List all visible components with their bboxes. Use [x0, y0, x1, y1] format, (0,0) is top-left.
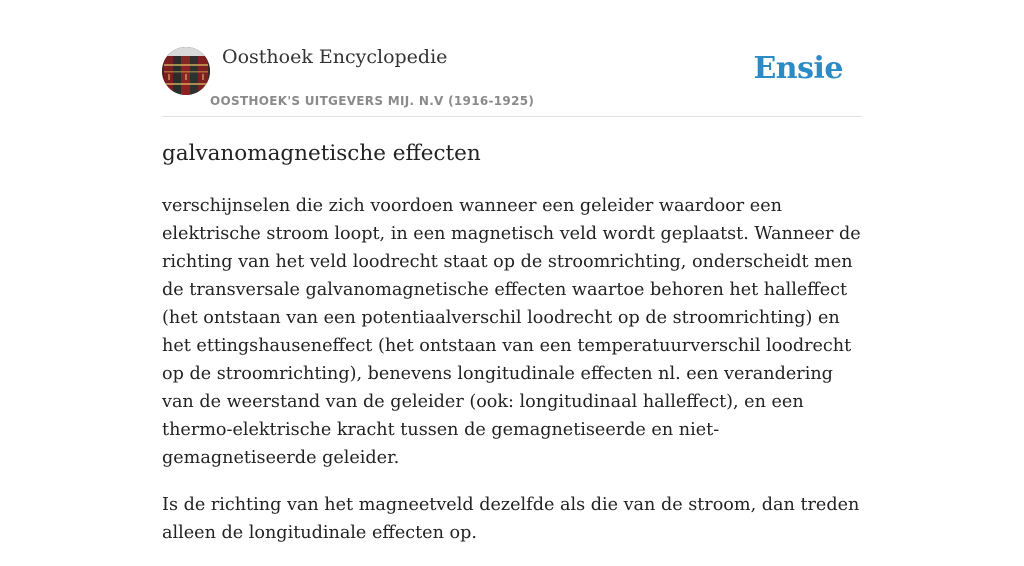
article-body — [162, 192, 866, 566]
article-paragraph: verschijnselen die zich voordoen wanneer een geleider waardoor een elektrische stroom loopt, in een magnetisch veld wordt geplaatst. Wanneer de richting van het veld loodrecht staat op de stroomrichting, onderscheidt men de transversale galvanomagnetische effecten waartoe behoren het halleffect (het ontstaan van een potentiaalverschil loodrecht op de stroomrichting) en het ettingshauseneffect (het ontstaan van een temperatuurverschil loodrecht op de stroomrichting), benevens longitudinale effecten nl. een verandering van de weerstand van de geleider (ook: longitudinaal halleffect), en een thermo-elektrische kracht tussen de gemagnetiseerde en niet-gemagnetiseerde geleider. — [162, 196, 861, 468]
source-header — [162, 0, 862, 117]
page-container — [162, 0, 862, 543]
publisher-label: OOSTHOEK'S UITGEVERS MIJ. N.V (1916-1925) — [210, 94, 535, 108]
book-spines-avatar-icon[interactable] — [162, 47, 210, 95]
article-title: galvanomagnetische effecten — [162, 141, 481, 166]
source-name-link[interactable]: Oosthoek Encyclopedie — [222, 46, 448, 68]
ensie-logo[interactable]: Ensie — [753, 51, 843, 86]
article-paragraph: Is de richting van het magneetveld dezelfde als die van de stroom, dan treden alleen de longitudinale effecten op. — [162, 495, 860, 543]
